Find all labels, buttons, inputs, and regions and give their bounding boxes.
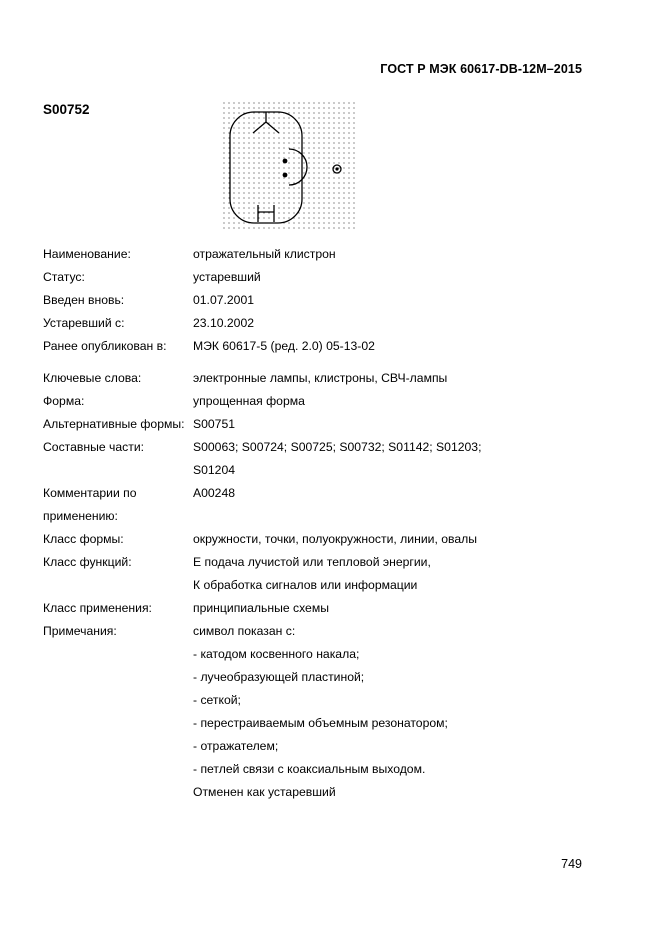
- field-label: Комментарии по применению:: [43, 486, 137, 523]
- field-value-line: упрощенная форма: [193, 394, 305, 408]
- field-value-line: A00248: [193, 486, 236, 500]
- field-value: [193, 551, 603, 597]
- field-row: [43, 551, 603, 597]
- field-row: [43, 335, 603, 358]
- field-label: Ранее опубликован в:: [43, 339, 167, 353]
- field-value-line: Отменен как устаревший: [193, 785, 336, 799]
- field-value: [193, 335, 603, 358]
- field-value-line: Е подача лучистой или тепловой энергии,: [193, 555, 431, 569]
- field-value: [193, 312, 603, 335]
- field-label: Статус:: [43, 270, 85, 284]
- field-value-line: S00751: [193, 417, 236, 431]
- field-value-line: - петлей связи с коаксиальным выходом.: [193, 762, 426, 776]
- field-value-line: - катодом косвенного накала;: [193, 647, 360, 661]
- field-label: Устаревший с:: [43, 316, 125, 330]
- field-label: Составные части:: [43, 440, 145, 454]
- field-row: [43, 243, 603, 266]
- field-label: Класс применения:: [43, 601, 152, 615]
- field-value-line: принципиальные схемы: [193, 601, 329, 615]
- field-value-line: К обработка сигналов или информации: [193, 578, 418, 592]
- field-value-line: - перестраиваемым объемным резонатором;: [193, 716, 448, 730]
- field-value-line: - лучеобразующей пластиной;: [193, 670, 365, 684]
- klystron-symbol-icon: [221, 100, 357, 232]
- field-value-line: S00063; S00724; S00725; S00732; S01142; S01203;: [193, 440, 482, 454]
- field-label: Форма:: [43, 394, 85, 408]
- field-row: [43, 413, 603, 436]
- field-row: [43, 312, 603, 335]
- field-row: [43, 482, 603, 528]
- field-label: Наименование:: [43, 247, 131, 261]
- section-gap: [43, 358, 603, 367]
- field-value: [193, 597, 603, 620]
- document-header: ГОСТ Р МЭК 60617-DB-12M–2015: [380, 62, 582, 76]
- field-value-line: электронные лампы, клистроны, СВЧ-лампы: [193, 371, 448, 385]
- field-value-line: окружности, точки, полуокружности, линии, овалы: [193, 532, 477, 546]
- field-value: [193, 289, 603, 312]
- field-value-line: отражательный клистрон: [193, 247, 336, 261]
- field-value-line: - отражателем;: [193, 739, 279, 753]
- field-value: [193, 528, 603, 551]
- field-value: [193, 367, 603, 390]
- field-label: Класс функций:: [43, 555, 132, 569]
- field-row: [43, 390, 603, 413]
- symbol-fields: [43, 243, 603, 804]
- field-value: [193, 413, 603, 436]
- field-row: [43, 367, 603, 390]
- field-value: [193, 620, 603, 804]
- field-value-line: МЭК 60617-5 (ред. 2.0) 05-13-02: [193, 339, 375, 353]
- field-value-line: S01204: [193, 463, 236, 477]
- field-value-line: 01.07.2001: [193, 293, 254, 307]
- field-label: Введен вновь:: [43, 293, 125, 307]
- field-value-line: символ показан с:: [193, 624, 296, 638]
- field-label: Ключевые слова:: [43, 371, 142, 385]
- field-value: [193, 243, 603, 266]
- field-row: [43, 266, 603, 289]
- symbol-code: S00752: [43, 102, 90, 117]
- field-value: [193, 436, 603, 482]
- field-value: [193, 266, 603, 289]
- field-value-line: 23.10.2002: [193, 316, 254, 330]
- field-value-line: - сеткой;: [193, 693, 241, 707]
- field-row: [43, 597, 603, 620]
- field-row: [43, 436, 603, 482]
- field-value: [193, 390, 603, 413]
- field-label: Альтернативные формы:: [43, 417, 185, 431]
- field-row: [43, 620, 603, 804]
- field-row: [43, 289, 603, 312]
- field-label: Примечания:: [43, 624, 117, 638]
- field-value: [193, 482, 603, 528]
- field-value-line: устаревший: [193, 270, 261, 284]
- page-number: 749: [561, 857, 582, 871]
- field-row: [43, 528, 603, 551]
- field-label: Класс формы:: [43, 532, 124, 546]
